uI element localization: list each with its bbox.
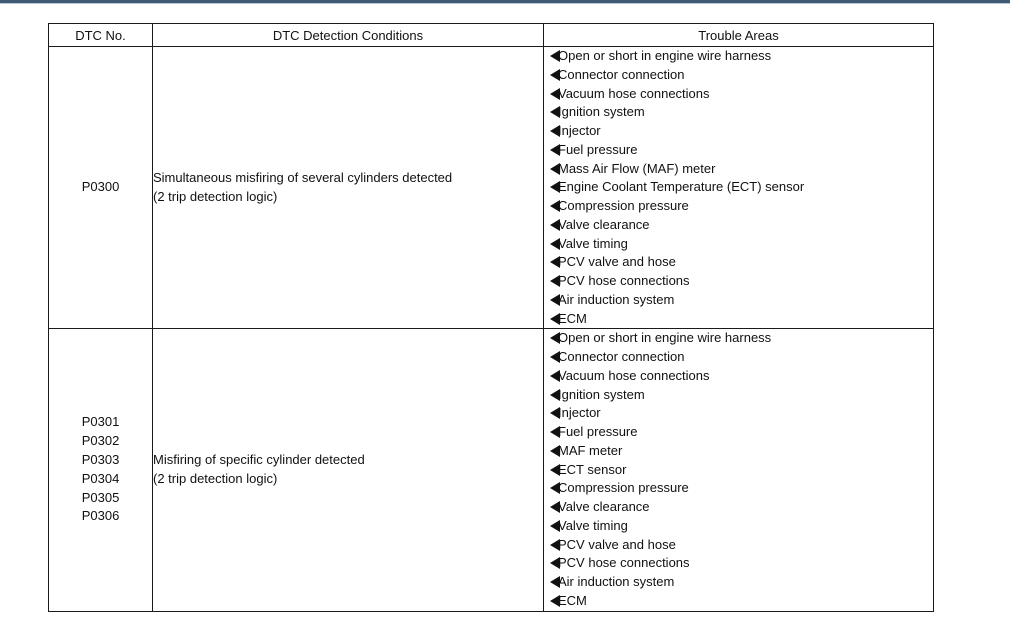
header-detection-conditions: DTC Detection Conditions bbox=[153, 24, 544, 47]
trouble-area-item: Vacuum hose connections bbox=[544, 367, 933, 386]
dtc-code: P0304 bbox=[81, 470, 120, 486]
detection-logic-text: (2 trip detection logic) bbox=[153, 470, 278, 486]
trouble-area-item: Mass Air Flow (MAF) meter bbox=[544, 160, 933, 179]
trouble-area-item: Ignition system bbox=[544, 386, 933, 405]
trouble-area-item: ECT sensor bbox=[544, 461, 933, 480]
dtc-code-cell bbox=[49, 329, 153, 611]
detection-condition-cell bbox=[153, 47, 544, 329]
top-bar-divider bbox=[0, 3, 1010, 4]
dtc-code: P0303 bbox=[81, 452, 120, 468]
trouble-area-item: Valve timing bbox=[544, 517, 933, 536]
trouble-area-item: Open or short in engine wire harness bbox=[544, 47, 933, 66]
table-header-row bbox=[49, 24, 934, 47]
trouble-area-item: Ignition system bbox=[544, 103, 933, 122]
detection-condition-text: Simultaneous misfiring of several cylinders detected bbox=[153, 169, 453, 185]
header-dtc-no: DTC No. bbox=[49, 24, 153, 47]
detection-condition-text: Misfiring of specific cylinder detected bbox=[153, 452, 365, 468]
detection-logic-text: (2 trip detection logic) bbox=[153, 188, 278, 204]
trouble-areas-cell bbox=[544, 47, 934, 329]
trouble-area-item: Air induction system bbox=[544, 291, 933, 310]
trouble-area-item: Valve timing bbox=[544, 235, 933, 254]
dtc-code: P0301 bbox=[81, 414, 120, 430]
trouble-area-item: PCV hose connections bbox=[544, 272, 933, 291]
trouble-area-item: Vacuum hose connections bbox=[544, 85, 933, 104]
trouble-area-item: MAF meter bbox=[544, 442, 933, 461]
trouble-area-item: Fuel pressure bbox=[544, 141, 933, 160]
dtc-code: P0305 bbox=[81, 489, 120, 505]
trouble-area-item: Compression pressure bbox=[544, 197, 933, 216]
dtc-code: P0300 bbox=[81, 179, 120, 195]
trouble-area-item: Valve clearance bbox=[544, 216, 933, 235]
dtc-code-cell bbox=[49, 47, 153, 329]
trouble-area-item: Connector connection bbox=[544, 348, 933, 367]
trouble-area-item: ECM bbox=[544, 592, 933, 611]
dtc-table bbox=[48, 23, 934, 612]
trouble-area-item: PCV valve and hose bbox=[544, 253, 933, 272]
trouble-area-item: Fuel pressure bbox=[544, 423, 933, 442]
table-row bbox=[49, 47, 934, 329]
trouble-area-item: Valve clearance bbox=[544, 498, 933, 517]
trouble-area-item: ECM bbox=[544, 310, 933, 329]
trouble-area-item: PCV hose connections bbox=[544, 554, 933, 573]
trouble-area-item: Open or short in engine wire harness bbox=[544, 329, 933, 348]
dtc-code: P0302 bbox=[81, 433, 120, 449]
table-row bbox=[49, 329, 934, 611]
trouble-areas-cell bbox=[544, 329, 934, 611]
dtc-code: P0306 bbox=[81, 508, 120, 524]
trouble-area-item: Injector bbox=[544, 404, 933, 423]
trouble-area-item: Connector connection bbox=[544, 66, 933, 85]
header-trouble-areas: Trouble Areas bbox=[544, 24, 934, 47]
trouble-area-item: PCV valve and hose bbox=[544, 536, 933, 555]
detection-condition-cell bbox=[153, 329, 544, 611]
trouble-area-item: Air induction system bbox=[544, 573, 933, 592]
trouble-area-item: Engine Coolant Temperature (ECT) sensor bbox=[544, 178, 933, 197]
trouble-area-item: Compression pressure bbox=[544, 479, 933, 498]
trouble-area-item: Injector bbox=[544, 122, 933, 141]
